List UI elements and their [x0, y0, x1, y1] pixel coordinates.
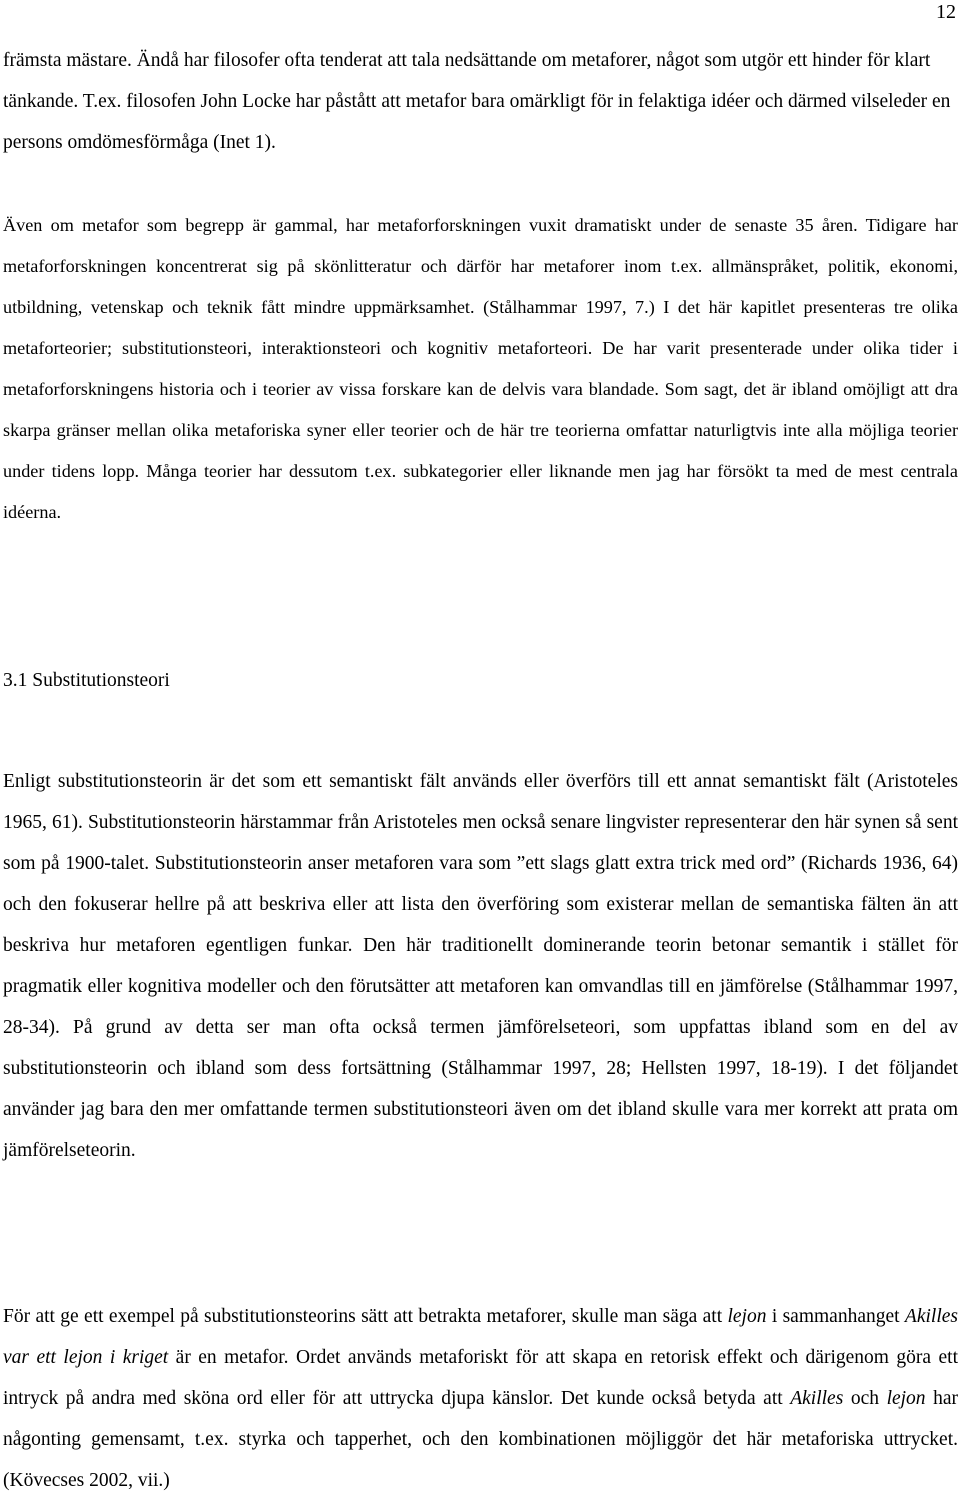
section-heading: 3.1 Substitutionsteori — [3, 670, 170, 691]
example-text-5: har någonting gemensamt, t.ex. styrka och tapperhet, och den kombinationen möjliggör det här metaforiska uttrycket. (Kövecses 2002, vii.) — [3, 1387, 959, 1491]
example-term-akilles: Akilles — [790, 1387, 844, 1409]
paragraph-substitution-theory: Enligt substitutionsteorin är det som ett semantiskt fält används eller överförs till ett annat semantiskt fält (Aristoteles 1965, 61). Substitutionsteorin härstammar från Aristoteles men också senare lingvister representerar den här synen så sent som på 1900-talet. Substitutionsteorin anser metaforen vara som ”ett slags glatt extra trick med ord” (Richards 1936, 64) och den fokuserar hellre på att beskriva eller att lista den överföring som existerar mellan de semantiska fälten än att beskriva hur metaforen egentligen funkar. Den här traditionellt dominerande teorin betonar semantik i stället för pragmatik eller kognitiva modeller och den förutsätter att metaforen kan omvandlas till en jämförelse (Stålhammar 1997, 28-34). På grund av detta ser man ofta också termen jämförelseteori, som uppfattas ibland som en del av substitutionsteorin och ibland som dess fortsättning (Stålhammar 1997, 28; Hellsten 1997, 18-19). I det följandet använder jag bara den mer omfattande termen substitutionsteori även om det ibland skulle vara mer korrekt att prata om jämförelseteorin. — [3, 770, 958, 1161]
example-term-lejon: lejon — [727, 1305, 767, 1327]
example-text-3: är en metafor. Ordet används metaforiskt för att skapa en retorisk effekt och därigenom göra ett intryck på andra med sköna ord eller för att uttrycka djupa känslor. Det kunde också betyda att — [3, 1346, 958, 1409]
paragraph-intro-continuation: främsta mästare. Ändå har filosofer ofta tenderat att tala nedsättande om metaforer, något som utgör ett hinder för klart tänkande. T.ex. filosofen John Locke har påstått att metafor bara omärkligt för in felaktiga idéer och därmed vilseleder en persons omdömesförmåga (Inet 1). — [3, 49, 951, 153]
example-text-4: och — [843, 1387, 887, 1409]
page-number: 12 — [936, 1, 956, 23]
example-sentence: Akilles var ett lejon i kriget — [3, 1305, 958, 1368]
paragraph-metaphor-research: Även om metafor som begrepp är gammal, har metaforforskningen vuxit dramatiskt under de senaste 35 åren. Tidigare har metaforforskningen koncentrerat sig på skönlitteratur och därför har metaforer inom t.ex. allmänspråket, politik, ekonomi, utbildning, vetenskap och teknik fått mindre uppmärksamhet. (Stålhammar 1997, 7.) I det här kapitlet presenteras tre olika metaforteorier; substitutionsteori, interaktionsteori och kognitiv metaforteori. De har varit presenterade under olika tider i metaforforskningens historia och i teorier av vissa forskare kan de delvis vara blandade. Som sagt, det är ibland omöjligt att dra skarpa gränser mellan olika metaforiska syner eller teorier och de här tre teorierna omfattar naturligtvis inte alla möjliga teorier under tidens lopp. Många teorier har dessutom t.ex. subkategorier eller liknande men jag har försökt ta med de mest centrala idéerna. — [3, 215, 958, 523]
paragraph-example — [3, 1296, 958, 1501]
example-text-2: i sammanhanget — [766, 1305, 905, 1327]
example-text-1: För att ge ett exempel på substitutionsteorins sätt att betrakta metaforer, skulle man säga att — [3, 1305, 728, 1327]
example-term-lejon-2: lejon — [886, 1387, 926, 1409]
